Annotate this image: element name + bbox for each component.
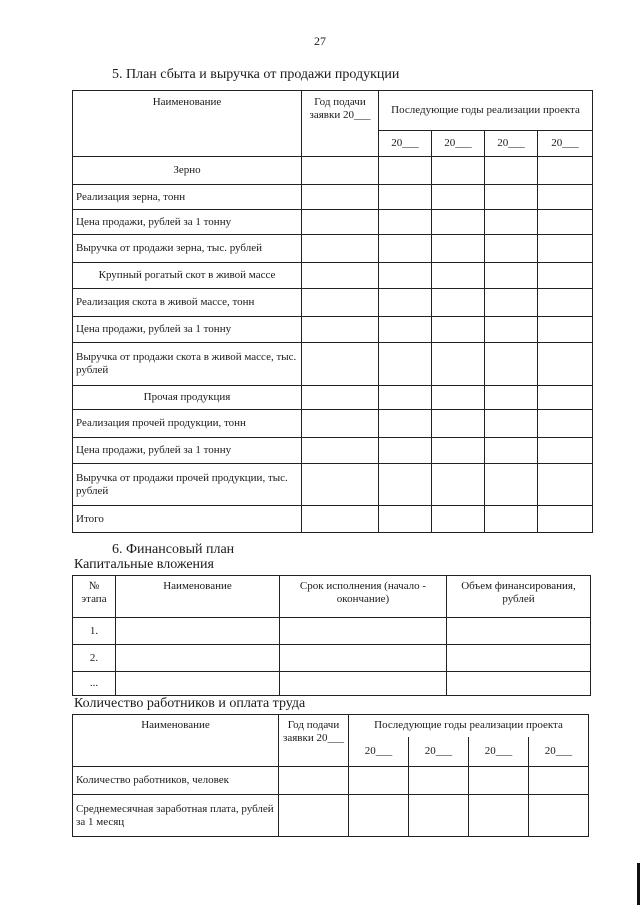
- header-year-submit: Год подачи заявки 20___: [279, 715, 349, 767]
- table-row: [73, 410, 593, 438]
- header-volume: Объем финансирования, рублей: [447, 576, 591, 618]
- group-label-grain: Зерно: [73, 157, 302, 185]
- table-row: [73, 767, 589, 795]
- group-label-other: Прочая продукция: [73, 386, 302, 410]
- section-6-title: 6. Финансовый план: [112, 542, 235, 557]
- header-name: Наименование: [73, 91, 302, 157]
- year-cell: 20___: [409, 737, 469, 767]
- header-name: Наименование: [73, 715, 279, 767]
- table-row: [73, 795, 589, 837]
- table-row: [73, 185, 593, 210]
- table-row: [73, 157, 593, 185]
- row-label: Выручка от продажи прочей продукции, тыс. рублей: [73, 464, 302, 506]
- year-cell: 20___: [529, 737, 589, 767]
- table-row: [73, 464, 593, 506]
- year-cell: 20___: [538, 131, 593, 157]
- header-term: Срок исполнения (начало - окончание): [280, 576, 447, 618]
- header-following-years: Последующие годы реализации проекта: [379, 91, 593, 131]
- table-row: [73, 317, 593, 343]
- section-5-title: 5. План сбыта и выручка от продажи продукции: [112, 67, 400, 82]
- stage-number: 2.: [73, 645, 116, 672]
- year-cell: 20___: [432, 131, 485, 157]
- row-label: Реализация скота в живой массе, тонн: [73, 289, 302, 317]
- row-label: Количество работников, человек: [73, 767, 279, 795]
- year-cell: 20___: [469, 737, 529, 767]
- workers-pay-table: [72, 714, 589, 837]
- header-name: Наименование: [116, 576, 280, 618]
- table-row: [73, 506, 593, 533]
- table-row: [73, 618, 591, 645]
- row-label: Выручка от продажи скота в живой массе, тыс. рублей: [73, 343, 302, 386]
- row-label: Реализация зерна, тонн: [73, 185, 302, 210]
- table-row: [73, 210, 593, 235]
- year-cell: 20___: [349, 737, 409, 767]
- capital-investments-table: [72, 575, 591, 696]
- header-following-years: Последующие годы реализации проекта: [349, 715, 589, 737]
- row-label: Цена продажи, рублей за 1 тонну: [73, 438, 302, 464]
- row-label: Выручка от продажи зерна, тыс. рублей: [73, 235, 302, 263]
- table-row: [73, 672, 591, 696]
- header-stage-num: № этапа: [73, 576, 116, 618]
- row-label-total: Итого: [73, 506, 302, 533]
- table-row: [73, 645, 591, 672]
- group-label-cattle: Крупный рогатый скот в живой массе: [73, 263, 302, 289]
- table-row: [73, 343, 593, 386]
- year-cell: 20___: [379, 131, 432, 157]
- header-year-submit: Год подачи заявки 20___: [302, 91, 379, 157]
- table-row: [73, 289, 593, 317]
- year-cell: 20___: [485, 131, 538, 157]
- table-row: [73, 263, 593, 289]
- capital-subtitle: Капитальные вложения: [74, 557, 214, 572]
- table-row: [73, 235, 593, 263]
- table-row: [73, 438, 593, 464]
- sales-plan-table: [72, 90, 593, 533]
- row-label: Среднемесячная заработная плата, рублей за 1 месяц: [73, 795, 279, 837]
- stage-number: ...: [73, 672, 116, 696]
- table-row: [73, 386, 593, 410]
- page-number: 27: [314, 34, 326, 48]
- row-label: Цена продажи, рублей за 1 тонну: [73, 210, 302, 235]
- row-label: Цена продажи, рублей за 1 тонну: [73, 317, 302, 343]
- row-label: Реализация прочей продукции, тонн: [73, 410, 302, 438]
- workers-subtitle: Количество работников и оплата труда: [74, 696, 306, 711]
- stage-number: 1.: [73, 618, 116, 645]
